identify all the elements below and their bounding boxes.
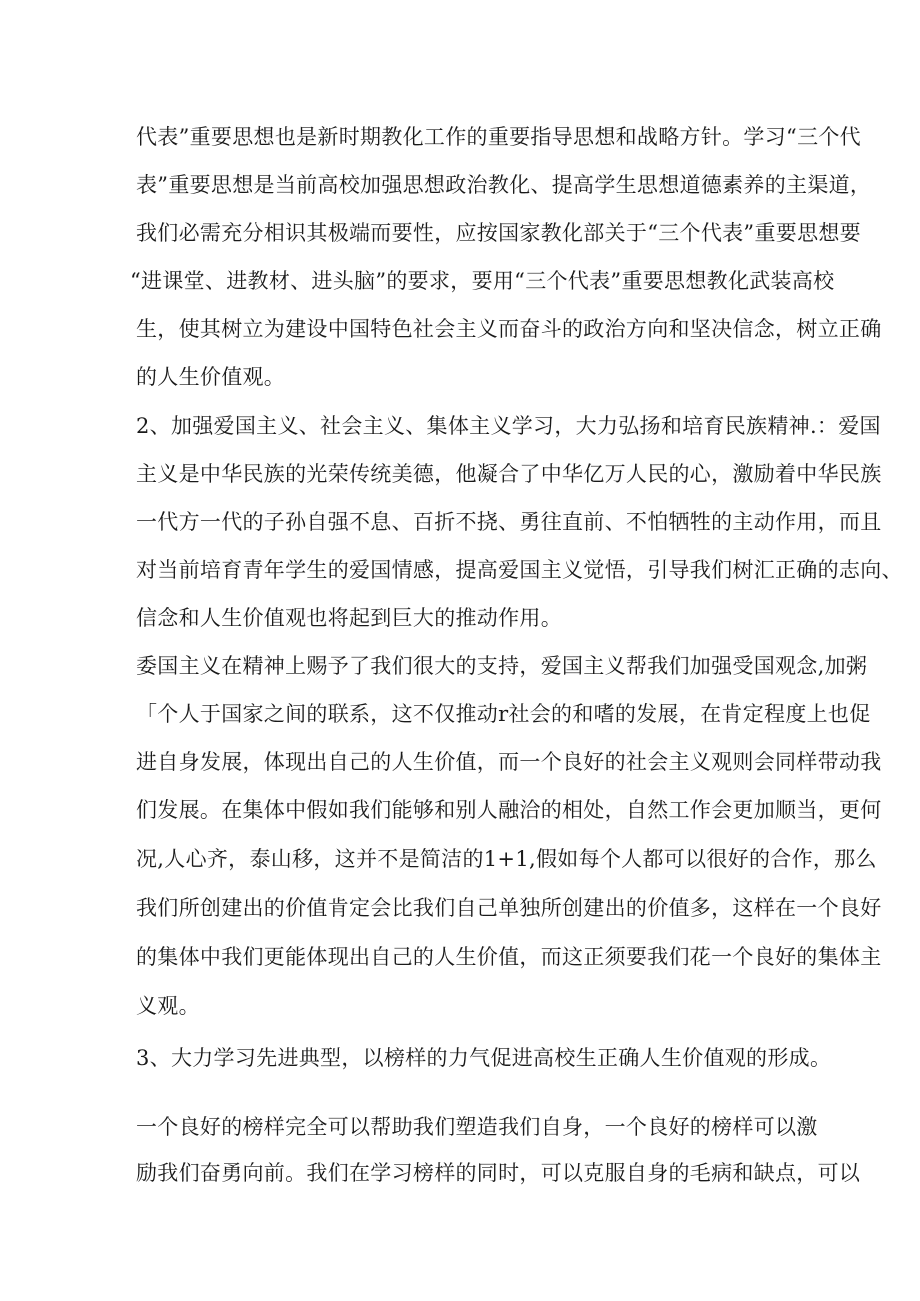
text-line: 我们所创建出的价值肯定会比我们自己单独所创建出的价值多，这样在一个良好 — [136, 896, 882, 920]
text-line: 的集体中我们更能体现出自己的人生价值，而这正须要我们花一个良好的集体主 — [136, 945, 882, 969]
section-heading-line: 2、加强爱国主义、社会主义、集体主义学习，大力弘扬和培育民族精神.：爱国 — [136, 414, 881, 438]
text-line: 信念和人生价值观也将起到巨大的推动作用。 — [136, 606, 562, 630]
text-line: 代表”重要思想也是新时期教化工作的重要指导思想和战略方针。学习“三个代 — [136, 125, 861, 149]
text-line: 「个人于国家之间的联系，这不仅推动r社会的和嗜的发展，在肯定程度上也促 — [136, 702, 871, 726]
text-line: 的人生价值观。 — [136, 365, 286, 389]
text-line: 一个良好的榜样完全可以帮助我们塑造我们自身，一个良好的榜样可以激 — [136, 1115, 818, 1139]
text-line: “进课堂、进教材、进头脑”的要求，要用“三个代表”重要思想教化武装高校 — [130, 269, 835, 293]
text-line: 我们必需充分相识其极端而要性，应按国家教化部关于“三个代表”重要思想要 — [136, 221, 861, 245]
text-line: 况,人心齐，泰山移，这并不是简洁的1+1,假如每个人都可以很好的合作，那么 — [136, 847, 877, 871]
text-line: 委国主义在精神上赐予了我们很大的支持，爱国主义帮我们加强受国观念,加粥 — [136, 654, 868, 678]
text-line: 生，使其树立为建设中国特色社会主义而奋斗的政治方向和坚决信念，树立正确 — [136, 317, 882, 341]
text-line: 对当前培育青年学生的爱国情感，提高爱国主义觉悟，引导我们树汇正确的志向、 — [136, 558, 903, 582]
text-line: 们发展。在集体中假如我们能够和别人融洽的相处，自然工作会更加顺当，更何 — [136, 798, 882, 822]
text-line: 表”重要思想是当前高校加强思想政治教化、提高学生思想道德素养的主渠道， — [136, 173, 872, 197]
section-heading-line: 3、大力学习先进典型，以榜样的力气促进高校生正确人生价值观的形成。 — [136, 1046, 832, 1070]
text-line: 励我们奋勇向前。我们在学习榜样的同时，可以克服自身的毛病和缺点，可以 — [136, 1161, 861, 1185]
text-line: 主义是中华民族的光荣传统美德，他凝合了中华亿万人民的心，激励着中华民族 — [136, 462, 882, 486]
text-line: 一代方一代的子孙自强不息、百折不挠、勇往直前、不怕牺牲的主动作用，而且 — [136, 510, 882, 534]
text-line: 义观。 — [136, 994, 200, 1018]
text-line: 进自身发展，体现出自己的人生价值，而一个良好的社会主义观则会同样带动我 — [136, 750, 882, 774]
